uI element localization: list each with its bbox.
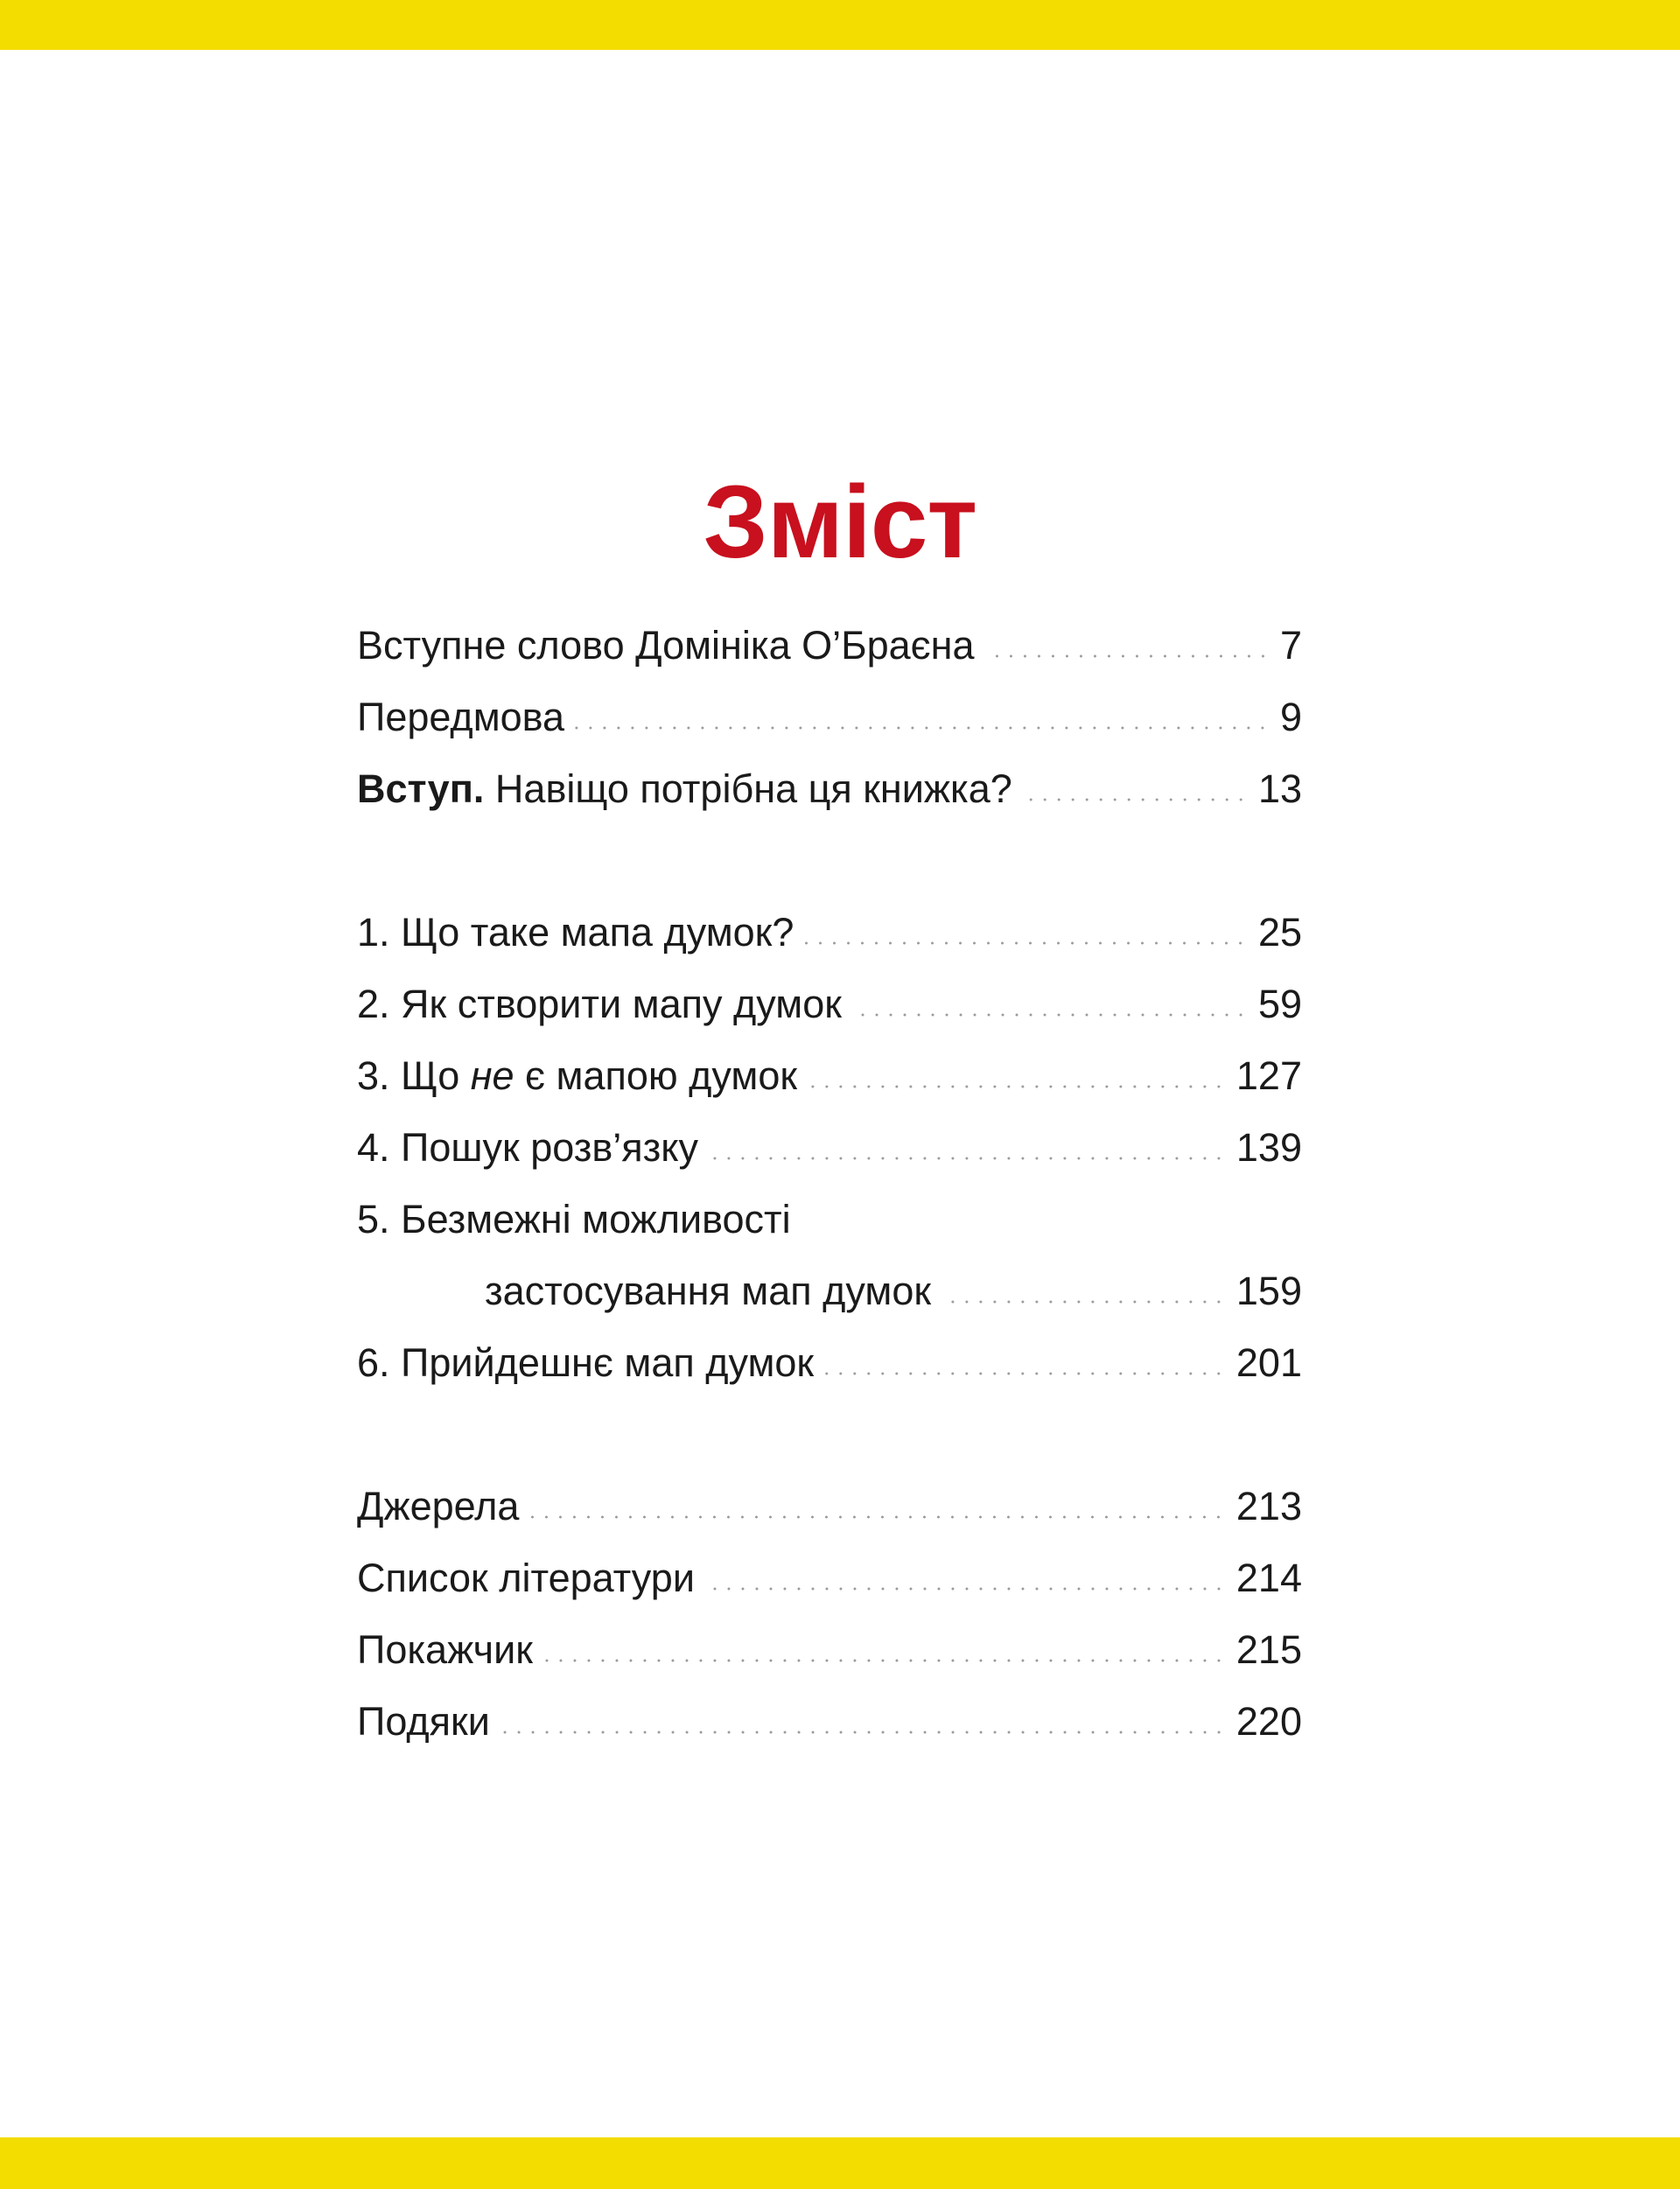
- toc-entry-page: 9: [1279, 695, 1302, 739]
- toc-entry-label: Джерела: [357, 1484, 520, 1528]
- toc-entry-chapter-4[interactable]: [357, 1122, 1302, 1174]
- toc-entry-label: 6. Прийдешнє мап думок: [357, 1340, 815, 1385]
- toc-entry-page: 213: [1236, 1484, 1302, 1528]
- toc-entry-label: Покажчик: [357, 1627, 533, 1672]
- toc-entry-introduction[interactable]: [357, 763, 1302, 815]
- toc-entry-chapter-6[interactable]: [357, 1337, 1302, 1389]
- toc-entry-label-italic: не: [470, 1053, 514, 1098]
- toc-entry-sources[interactable]: [357, 1480, 1302, 1533]
- toc-entry-label: 1. Що таке мапа думок?: [357, 910, 794, 955]
- toc-entry-chapter-5-continued[interactable]: [357, 1265, 1302, 1318]
- toc-entry-page: 25: [1257, 910, 1302, 955]
- toc-entry-foreword[interactable]: [357, 619, 1302, 672]
- leader-dots: [824, 1372, 1226, 1375]
- toc-entry-label: 2. Як створити мапу думок: [357, 982, 842, 1026]
- toc-entry-page: 13: [1257, 766, 1302, 811]
- leader-dots: [705, 1587, 1226, 1591]
- leader-dots: [529, 1515, 1225, 1519]
- toc-entry-label-bold: Вступ.: [357, 766, 485, 811]
- toc-entry-page: 201: [1236, 1340, 1302, 1385]
- toc-entry-label-post: є мапою думок: [514, 1053, 798, 1098]
- toc-entry-label: 4. Пошук розв’язку: [357, 1125, 698, 1170]
- page-title: Зміст: [703, 465, 977, 581]
- toc-entry-page: 127: [1236, 1053, 1302, 1098]
- leader-dots: [543, 1659, 1226, 1662]
- toc-entry-label: [357, 1050, 797, 1102]
- toc-entry-page: 7: [1279, 623, 1302, 668]
- toc-entry-acknowledgements[interactable]: [357, 1696, 1302, 1748]
- leader-dots: [808, 1085, 1226, 1088]
- leader-dots: [500, 1731, 1226, 1734]
- toc-entry-label: Подяки: [357, 1699, 490, 1744]
- leader-dots: [1023, 798, 1248, 801]
- toc-entry-page: 214: [1236, 1556, 1302, 1600]
- leader-dots: [852, 1013, 1248, 1017]
- toc-entry-label: 5. Безмежні можливості: [357, 1197, 791, 1241]
- leader-dots: [709, 1157, 1226, 1160]
- toc-entry-page: 139: [1236, 1125, 1302, 1170]
- toc-entry-chapter-5[interactable]: [357, 1193, 1302, 1246]
- toc-entry-label: Список літератури: [357, 1556, 695, 1600]
- top-yellow-band: [0, 0, 1680, 50]
- toc-entry-preface[interactable]: [357, 691, 1302, 744]
- toc-entry-page: 215: [1236, 1627, 1302, 1672]
- toc-entry-index[interactable]: [357, 1624, 1302, 1676]
- toc-entry-bibliography[interactable]: [357, 1552, 1302, 1605]
- toc-entry-label: [357, 763, 1012, 815]
- toc-entry-label-continued: застосування мап думок: [485, 1269, 932, 1313]
- toc-entry-chapter-3[interactable]: [357, 1050, 1302, 1102]
- toc-entry-page: 220: [1236, 1699, 1302, 1744]
- bottom-yellow-band: [0, 2137, 1680, 2189]
- toc-entry-page: 59: [1257, 982, 1302, 1026]
- toc-entry-label-rest: Навіщо потрібна ця книжка?: [494, 766, 1012, 811]
- toc-entry-label-pre: 3. Що: [357, 1053, 471, 1098]
- leader-dots: [985, 654, 1270, 658]
- toc-entry-label: Передмова: [357, 695, 565, 739]
- leader-dots: [942, 1300, 1226, 1304]
- toc-entry-chapter-2[interactable]: [357, 978, 1302, 1031]
- leader-dots: [575, 726, 1270, 730]
- toc-entry-label: Вступне слово Домініка О’Браєна: [357, 623, 975, 668]
- toc-entry-chapter-1[interactable]: [357, 906, 1302, 959]
- toc-entry-page: 159: [1236, 1269, 1302, 1313]
- leader-dots: [804, 941, 1248, 945]
